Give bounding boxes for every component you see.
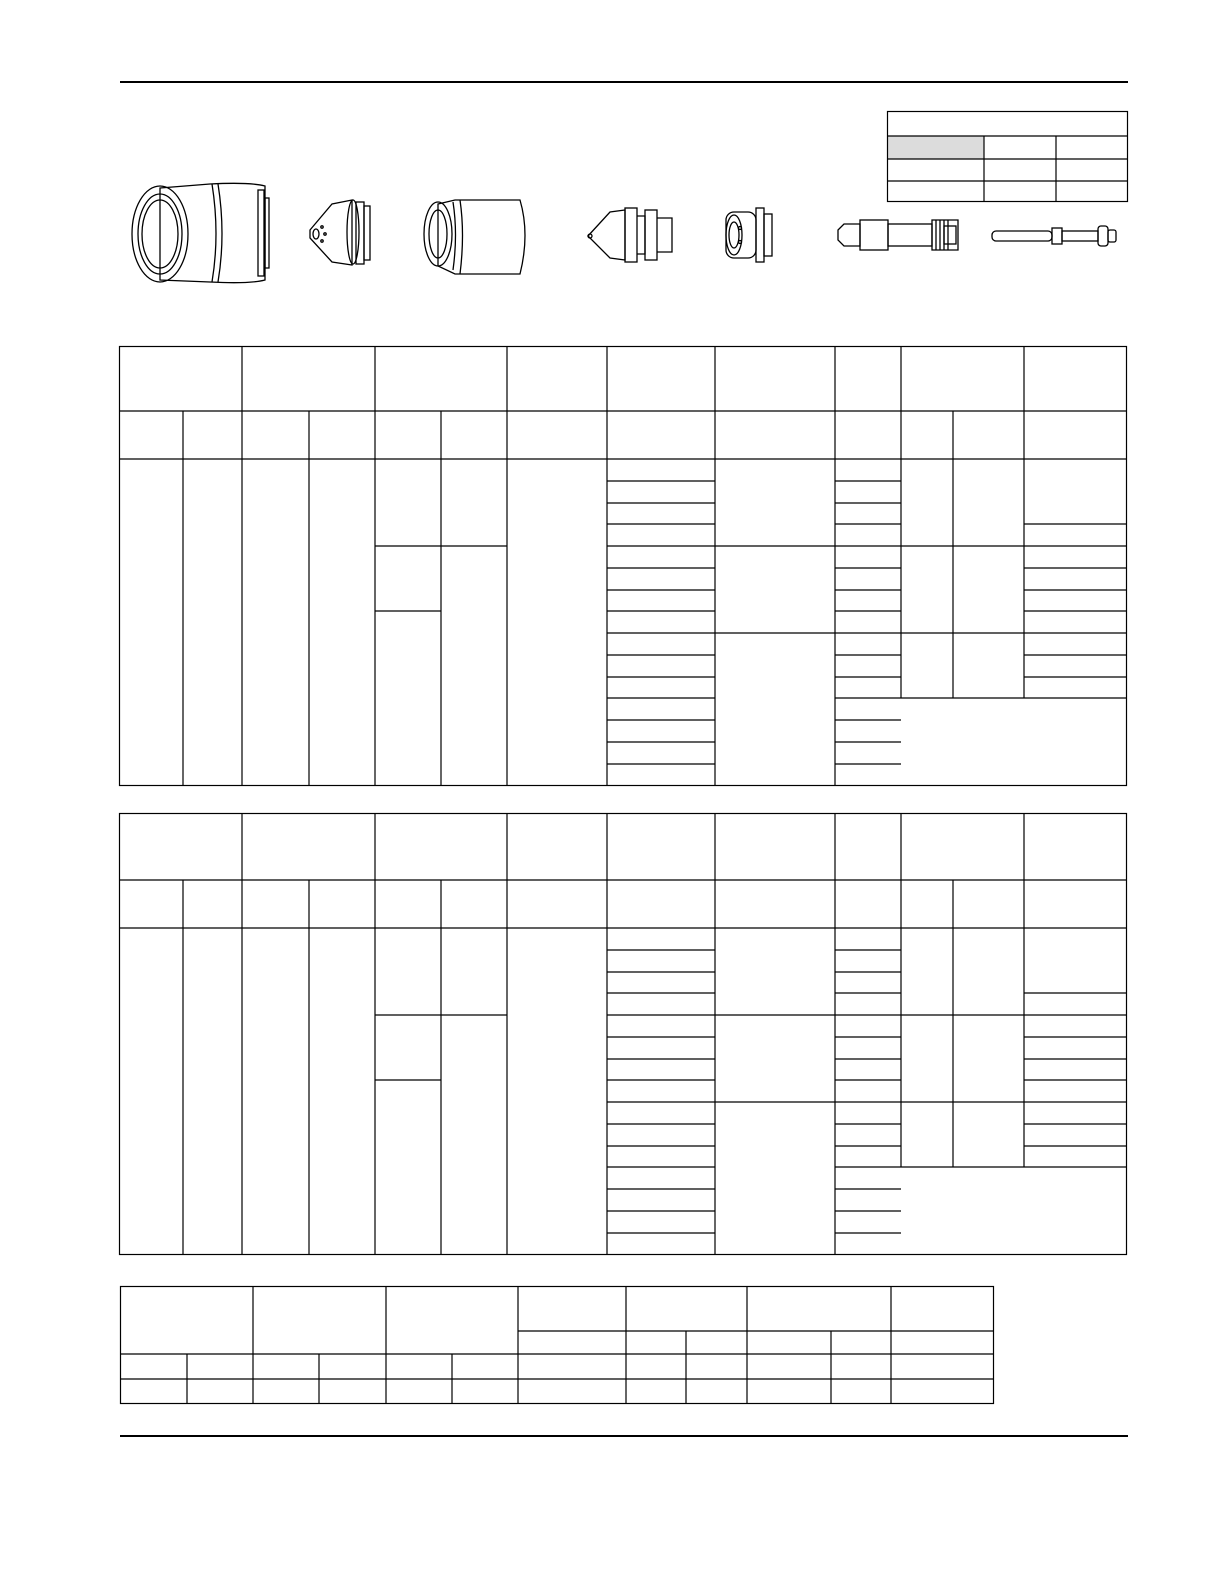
shield-cap-icon xyxy=(132,183,269,282)
process-table-1-grid xyxy=(119,346,1127,786)
process-table-1 xyxy=(119,346,1127,786)
swirl-ring-icon xyxy=(726,208,772,262)
electrode-icon xyxy=(838,220,958,250)
footer-rule xyxy=(120,1435,1128,1437)
shield-icon xyxy=(310,200,370,265)
process-table-2-grid xyxy=(119,813,1127,1255)
water-tube-icon xyxy=(992,226,1116,246)
summary-table xyxy=(120,1286,994,1404)
nozzle-icon xyxy=(588,208,672,262)
retaining-cap-icon xyxy=(424,200,525,274)
consumables-illustration-row xyxy=(120,170,1128,300)
process-table-2 xyxy=(119,813,1127,1255)
header-rule xyxy=(120,81,1128,83)
legend-highlight-cell xyxy=(888,136,984,159)
consumables-drawing xyxy=(120,170,1128,300)
summary-table-grid xyxy=(120,1286,994,1404)
